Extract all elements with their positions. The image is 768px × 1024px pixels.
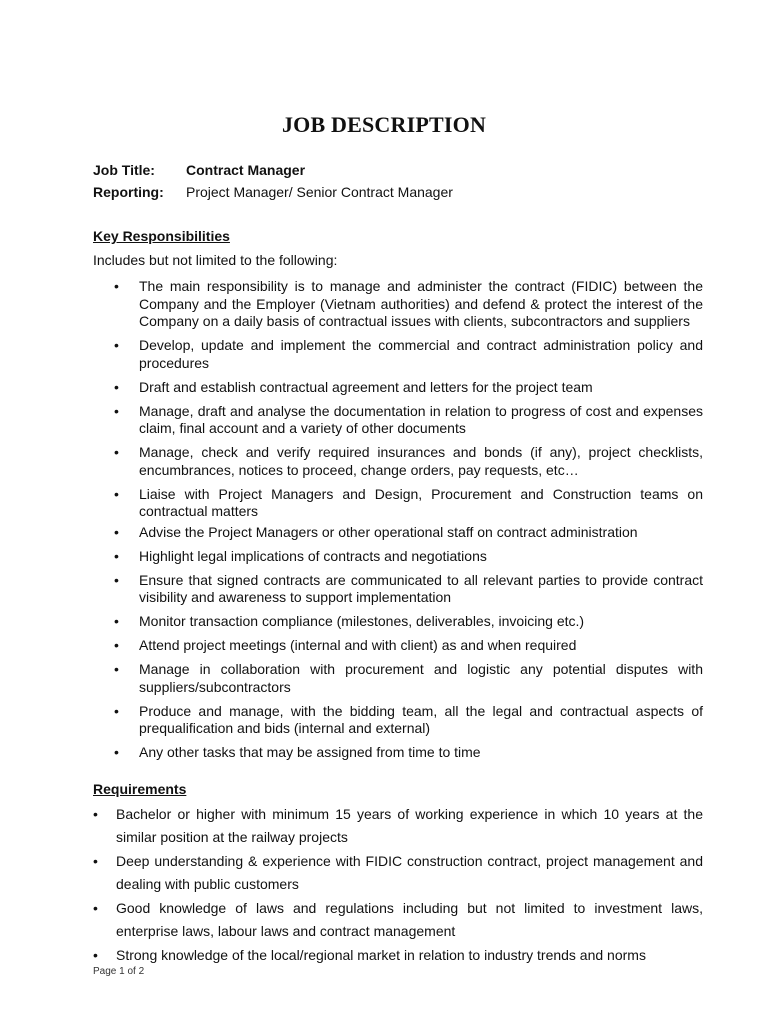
bullet-icon: • [114, 378, 119, 395]
bullet-icon: • [93, 806, 98, 822]
bullet-icon: • [114, 402, 119, 419]
list-item: • Monitor transaction compliance (milestones, deliverables, invoicing etc.) [114, 613, 585, 629]
bullet-icon: • [114, 337, 119, 353]
bullet-icon: • [114, 661, 119, 677]
list-item: • Any other tasks that may be assigned from time to time [114, 744, 481, 760]
bullet-icon: • [114, 702, 119, 719]
bullet-icon: • [114, 547, 119, 564]
bullet-icon: • [93, 947, 98, 963]
bullet-icon: • [114, 637, 119, 653]
list-item: • Deep understanding & experience with FIDIC construction contract, project management and dealing with public customers [93, 850, 703, 896]
list-item: • Manage, draft and analyse the documentation in relation to progress of cost and expenses claim, final account and a variety of other documents [114, 402, 703, 436]
bullet-icon: • [114, 444, 119, 460]
requirements-heading: Requirements [93, 781, 187, 797]
list-item: • Ensure that signed contracts are communicated to all relevant parties to provide contract visibility and awareness to support implementation [114, 571, 703, 605]
responsibilities-intro: Includes but not limited to the following: [93, 252, 338, 268]
requirements-list [93, 803, 703, 968]
bullet-icon: • [93, 853, 98, 869]
bullet-icon: • [114, 613, 119, 629]
job-title-label: Job Title: [93, 162, 155, 178]
job-title-value: Contract Manager [186, 162, 306, 178]
key-responsibilities-heading: Key Responsibilities [93, 228, 230, 244]
reporting-value: Project Manager/ Senior Contract Manager [186, 184, 453, 200]
reporting-row [93, 183, 453, 201]
bullet-icon: • [114, 278, 119, 294]
list-item: • Produce and manage, with the bidding team, all the legal and contractual aspects of prequalification and bids (internal and external) [114, 702, 703, 736]
list-item: • Draft and establish contractual agreement and letters for the project team [114, 378, 593, 395]
list-item: • Develop, update and implement the commercial and contract administration policy and procedures [114, 337, 703, 371]
list-item: • Bachelor or higher with minimum 15 years of working experience in which 10 years at the similar position at the railway projects [93, 803, 703, 849]
list-item: • The main responsibility is to manage and administer the contract (FIDIC) between the Company and the Employer (Vietnam authorities) and defend & protect the interest of the Company on a daily basis of contractual issues with clients, subcontractors and suppliers [114, 278, 703, 329]
responsibilities-list [93, 278, 703, 768]
list-item: • Highlight legal implications of contracts and negotiations [114, 547, 487, 564]
job-title-row [93, 161, 305, 179]
list-item: • Advise the Project Managers or other operational staff on contract administration [114, 523, 638, 540]
list-item: • Good knowledge of laws and regulations including but not limited to investment laws, enterprise laws, labour laws and contract management [93, 897, 703, 943]
list-item: • Strong knowledge of the local/regional market in relation to industry trends and norms [93, 944, 703, 967]
bullet-icon: • [114, 744, 119, 760]
bullet-icon: • [114, 571, 119, 588]
bullet-icon: • [93, 900, 98, 916]
document-title: JOB DESCRIPTION [281, 112, 487, 137]
list-item: • Attend project meetings (internal and with client) as and when required [114, 637, 577, 653]
list-item: • Manage in collaboration with procurement and logistic any potential disputes with suppliers/subcontractors [114, 661, 703, 695]
bullet-icon: • [114, 485, 119, 502]
reporting-label: Reporting: [93, 184, 164, 200]
bullet-icon: • [114, 523, 119, 540]
list-item: • Liaise with Project Managers and Design, Procurement and Construction teams on contractual matters [114, 485, 703, 519]
list-item: • Manage, check and verify required insurances and bonds (if any), project checklists, encumbrances, notices to proceed, change orders, pay requests, etc… [114, 444, 703, 478]
page-number: Page 1 of 2 [93, 966, 145, 977]
